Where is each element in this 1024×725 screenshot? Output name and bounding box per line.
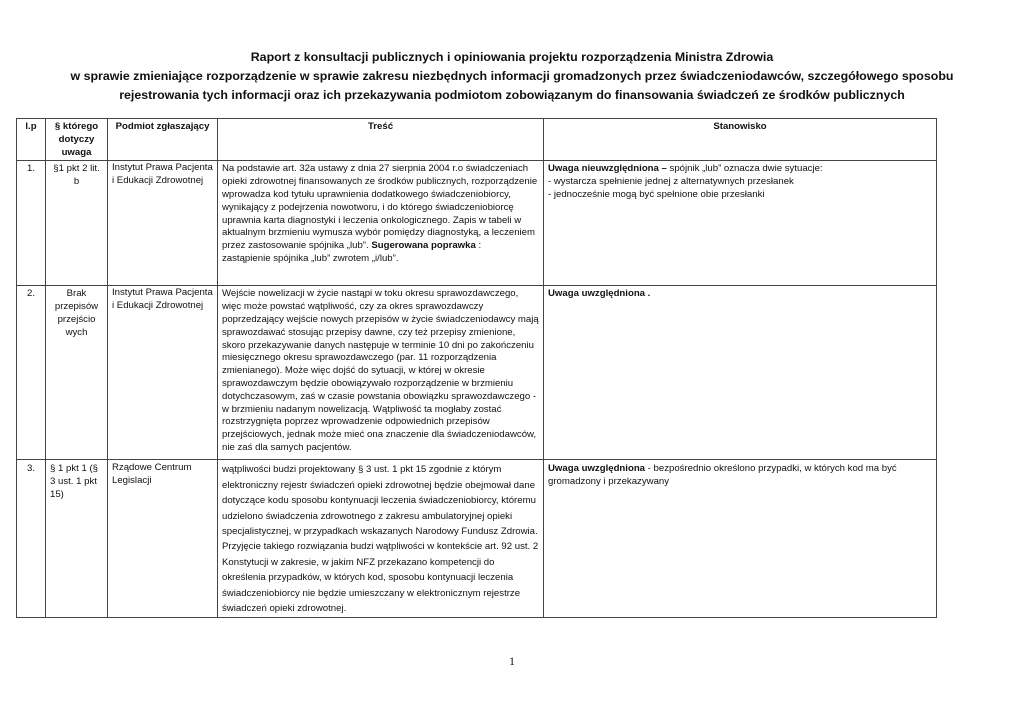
title-line-3: rejestrowania tych informacji oraz ich przekazywania podmiotom zobowiązanym do finansowania świadczeń ze środków publicznych — [119, 88, 905, 102]
stanowisko-line-3: - jednocześnie mogą być spełnione obie przesłanki — [548, 188, 765, 200]
row-tresc: wątpliwości budzi projektowany § 3 ust. 1 pkt 15 zgodnie z którym elektroniczny rejestr świadczeń opieki zdrowotnej będzie obejmował dane dotyczące kodu sposobu kontynuacji leczenia świadczeniobiorcy, któremu udzielono świadczenia zdrowotnego z zakresu ambulatoryjnej opieki specjalistycznej, w przypadkach wskazanych Narodowy Fundusz Zdrowia. Przyjęcie takiego rozwiązania budzi wątpliwości w kontekście art. 92 ust. 2 Konstytucji w zakresie, w jakim NFZ przekazano kompetencji do określenia przypadków, w których kod, sposobu kontynuacji leczenia świadczeniobiorcy nie będzie umieszczany w elektronicznym rejestrze świadczeń opieki zdrowotnej. — [218, 460, 544, 618]
header-lp: l.p — [17, 119, 46, 161]
document-title — [60, 48, 964, 105]
table-header-row — [17, 119, 937, 161]
table-row — [17, 460, 937, 618]
title-line-1: Raport z konsultacji publicznych i opiniowania projektu rozporządzenia Ministra Zdrowia — [250, 50, 774, 64]
table-row — [17, 161, 937, 286]
tresc-after: : — [475, 240, 482, 252]
stanowisko-bold: Uwaga uwzględniona — [548, 463, 646, 475]
stanowisko-text: - bezpośrednio określono przypadki, w których kod ma być gromadzony i przekazywany — [548, 463, 897, 488]
row-paragraf: §1 pkt 2 lit. b — [46, 161, 108, 286]
row-lp: 2. — [17, 286, 46, 460]
header-paragraf: § którego dotyczy uwaga — [46, 119, 108, 161]
page-number: 1 — [509, 654, 515, 668]
consultation-table — [16, 118, 937, 618]
table-row — [17, 286, 937, 460]
row-lp: 3. — [17, 460, 46, 618]
stanowisko-text: spójnik „lub” oznacza dwie sytuacje: — [666, 163, 823, 175]
row-stanowisko — [544, 460, 937, 618]
row-podmiot: Rządowe Centrum Legislacji — [108, 460, 218, 618]
stanowisko-bold: Uwaga nieuwzględniona – — [548, 163, 667, 175]
tresc-bold: Sugerowana poprawka — [371, 240, 476, 252]
row-tresc: Wejście nowelizacji w życie nastąpi w toku okresu sprawozdawczego, więc może powstać wątpliwość, czy za okres sprawozdawczy poprzedzający wejście nowych przepisów w życie świadczeniodawcy mają sprawozdawać stosując przepisy dawne, czy też przepisy zmienione, skoro przekazywanie danych następuje w terminie 10 dni po zakończeniu miesięcznego okresu sprawozdawczego (par. 11 rozporządzenia zmienianego). Może więc dojść do sytuacji, w której w okresie sprawozdawczym będzie obowiązywało rozporządzenie w brzmieniu dotychczasowym, zaś w czasie powstania obowiązku sprawozdawczego - w brzmieniu nadanym nowelizacją. Wątpliwość ta mogłaby zostać rozstrzygnięta poprzez wprowadzenie odpowiednich przepisów przejściowych, jednak może mieć ona znaczenie dla świadczeniodawców, nie zaś dla samych pacjentów. — [218, 286, 544, 460]
title-line-2: w sprawie zmieniające rozporządzenie w sprawie zakresu niezbędnych informacji gromadzonych przez świadczeniodawców, szczegółowego sposobu — [70, 69, 954, 83]
row-podmiot: Instytut Prawa Pacjenta i Edukacji Zdrowotnej — [108, 286, 218, 460]
row-stanowisko — [544, 286, 937, 460]
header-tresc: Treść — [218, 119, 544, 161]
header-stanowisko: Stanowisko — [544, 119, 937, 161]
row-paragraf: § 1 pkt 1 (§ 3 ust. 1 pkt 15) — [46, 460, 108, 618]
stanowisko-bold: Uwaga uwzględniona . — [548, 288, 651, 300]
row-tresc — [218, 161, 544, 286]
row-podmiot: Instytut Prawa Pacjenta i Edukacji Zdrowotnej — [108, 161, 218, 286]
tresc-text: Na podstawie art. 32a ustawy z dnia 27 sierpnia 2004 r.o świadczeniach opieki zdrowotnej finansowanych ze środków publicznych, rozporządzenie wprowadza kod tytułu uprawnienia dodatkowego świadczeniobiorcy, wynikający z podejrzenia nowotworu, i do którego świadczeniobiorcę uprawnia karta diagnostyki i leczenia onkologicznego. Zapis w tabeli w aktualnym brzmieniu wymusza wybór pomiędzy diagnostyką, a leczeniem przez zastosowanie spójnika „lub”. — [222, 163, 538, 252]
row-lp: 1. — [17, 161, 46, 286]
tresc-last: zastąpienie spójnika „lub” zwrotem „i/lub”. — [222, 252, 399, 264]
stanowisko-line-2: - wystarcza spełnienie jednej z alternatywnych przesłanek — [548, 176, 794, 188]
header-podmiot: Podmiot zgłaszający — [108, 119, 218, 161]
row-stanowisko — [544, 161, 937, 286]
row-paragraf: Brak przepisów przejścio wych — [46, 286, 108, 460]
